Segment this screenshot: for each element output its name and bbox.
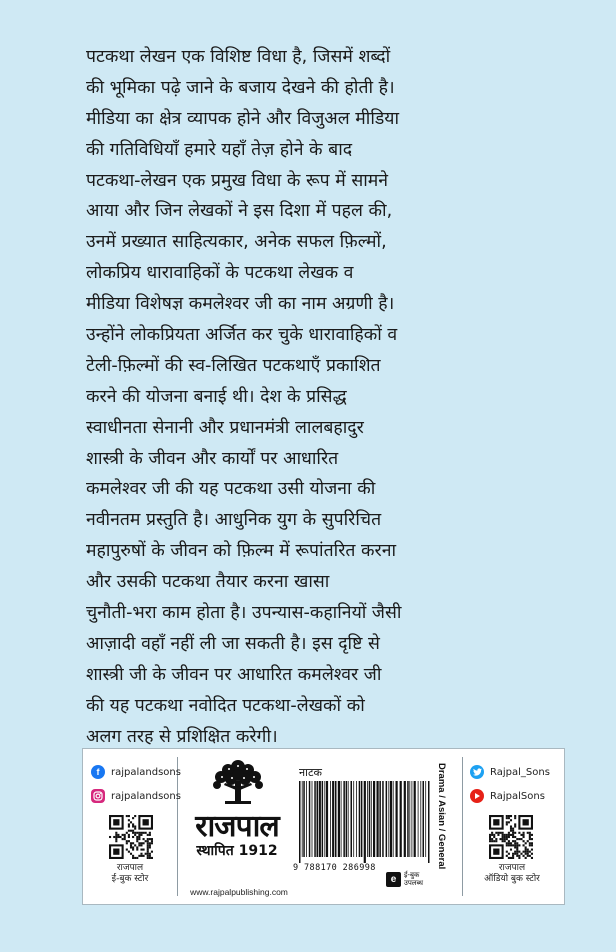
- ebook-store-caption: [89, 863, 171, 885]
- blurb-line: आया और जिन लेखकों ने इस दिशा में पहल की,: [86, 201, 393, 222]
- blurb-line: और उसकी पटकथा तैयार करना खासा: [86, 572, 330, 593]
- blurb-line: पटकथा-लेखन एक प्रमुख विधा के रूप में सामने: [86, 170, 389, 191]
- blurb-line: शास्त्री जी के जीवन पर आधारित कमलेश्वर जी: [86, 664, 382, 685]
- blurb-line: कमलेश्वर जी की यह पटकथा उसी योजना की: [86, 479, 376, 500]
- blurb-line: की यह पटकथा नवोदित पटकथा-लेखकों को: [86, 695, 365, 716]
- twitter-link[interactable]: [470, 765, 550, 779]
- facebook-icon: f: [91, 765, 105, 779]
- blurb-line: पटकथा लेखन एक विशिष्ट विधा है, जिसमें शब्दों: [86, 47, 391, 67]
- blurb-line: स्वाधीनता सेनानी और प्रधानमंत्री लालबहादुर: [86, 417, 364, 438]
- established-year: स्थापित 1912: [196, 843, 278, 859]
- blurb-line: अलग तरह से प्रशिक्षित करेगी।: [86, 726, 278, 747]
- audio-store-qr-code[interactable]: [489, 815, 533, 859]
- caption-line: राजपाल: [116, 863, 144, 873]
- caption-line: ऑडियो बुक स्टोर: [484, 874, 540, 884]
- publisher-logo-name: राजपाल: [195, 809, 279, 844]
- blurb-line: उनमें प्रख्यात साहित्यकार, अनेक सफल फ़िल्मों,: [86, 232, 387, 253]
- isbn-number: 9 788170 286998: [293, 863, 376, 873]
- caption-line: ई-बुक स्टोर: [111, 874, 149, 884]
- blurb-line: चुनौती-भरा काम होता है। उपन्यास-कहानियों जैसी: [86, 603, 402, 624]
- facebook-handle: rajpalandsons: [111, 766, 181, 778]
- blurb-line: की भूमिका पढ़े जाने के बजाय देखने की होती है।: [86, 77, 395, 98]
- blurb-line: उन्होंने लोकप्रियता अर्जित कर चुके धारावाहिकों व: [86, 325, 398, 346]
- genre-label: नाटक: [299, 766, 322, 779]
- instagram-link[interactable]: [91, 789, 181, 803]
- ebook-store-qr-code[interactable]: [109, 815, 153, 859]
- twitter-icon: [470, 765, 484, 779]
- back-cover-blurb: [86, 42, 556, 752]
- blurb-line: मीडिया का क्षेत्र व्यापक होने और विजुअल मीडिया: [86, 108, 400, 129]
- blurb-line: मीडिया विशेषज्ञ कमलेश्वर जी का नाम अग्रणी है।: [86, 294, 395, 315]
- bisac-category: [435, 763, 449, 883]
- badge-line: उपलब्ध: [404, 879, 424, 887]
- youtube-handle: RajpalSons: [490, 790, 545, 802]
- ebook-available-badge: [386, 871, 423, 887]
- category-text: Drama / Asian / General: [436, 763, 447, 870]
- instagram-handle: rajpalandsons: [111, 790, 181, 802]
- blurb-line: करने की योजना बनाई थी। देश के प्रसिद्ध: [86, 386, 347, 407]
- badge-line: ई-बुक: [404, 871, 420, 879]
- blurb-line: लोकप्रिय धारावाहिकों के पटकथा लेखक व: [86, 263, 354, 284]
- publisher-website[interactable]: www.rajpalpublishing.com: [190, 887, 288, 897]
- blurb-line: टेली-फ़िल्मों की स्व-लिखित पटकथाएँ प्रकाशित: [86, 355, 381, 376]
- publisher-info-panel: [82, 748, 565, 905]
- twitter-handle: Rajpal_Sons: [490, 766, 550, 778]
- tree-logo-icon: [211, 757, 265, 807]
- youtube-link[interactable]: [470, 789, 545, 803]
- ebook-icon: e: [386, 872, 401, 887]
- blurb-line: की गतिविधियाँ हमारे यहाँ तेज़ होने के बाद: [86, 139, 353, 160]
- audio-store-caption: [467, 863, 557, 885]
- facebook-link[interactable]: [91, 765, 181, 779]
- isbn-barcode: [297, 781, 432, 863]
- blurb-line: आज़ादी वहाँ नहीं ली जा सकती है। इस दृष्टि से: [86, 633, 380, 654]
- blurb-line: महापुरुषों के जीवन को फ़िल्म में रूपांतरित करना: [86, 541, 397, 562]
- youtube-icon: [470, 789, 484, 803]
- caption-line: राजपाल: [498, 863, 526, 873]
- blurb-line: शास्त्री के जीवन और कार्यों पर आधारित: [86, 448, 339, 469]
- column-divider: [462, 757, 463, 896]
- blurb-line: नवीनतम प्रस्तुति है। आधुनिक युग के सुपरिचित: [86, 510, 382, 531]
- instagram-icon: [91, 789, 105, 803]
